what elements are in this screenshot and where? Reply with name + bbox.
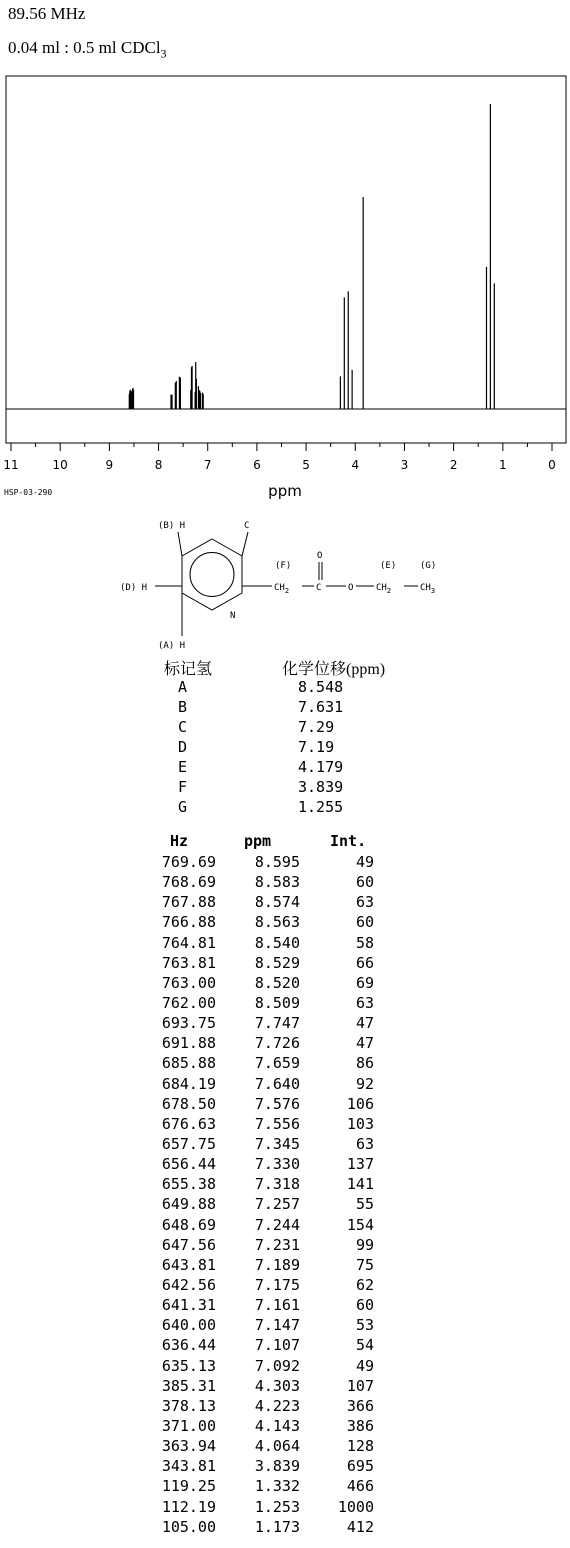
peak-ppm: 4.303 — [254, 1376, 300, 1395]
peak-hz: 371.00 — [161, 1416, 216, 1435]
shift-label: A — [178, 678, 188, 696]
peak-hz: 657.75 — [161, 1134, 216, 1153]
peak-int: 63 — [355, 993, 374, 1012]
peak-ppm: 7.231 — [254, 1235, 300, 1254]
peak-int: 386 — [346, 1416, 374, 1435]
x-axis-label: ppm — [268, 482, 302, 500]
peak-hz: 678.50 — [161, 1094, 216, 1113]
label-g: (G) — [420, 561, 437, 571]
peak-int: 60 — [355, 913, 374, 932]
x-tick-label: 11 — [3, 458, 19, 472]
peak-int: 141 — [346, 1175, 374, 1194]
peak-row — [0, 1075, 570, 1095]
peak-int: 92 — [355, 1074, 374, 1093]
label-f: (F) — [275, 561, 292, 571]
peak-header-ppm: ppm — [244, 832, 272, 850]
peak-list-table — [0, 832, 570, 1538]
peak-row — [0, 1195, 570, 1215]
peak-hz: 385.31 — [161, 1376, 216, 1395]
peak-int: 99 — [355, 1235, 374, 1254]
x-tick-label: 2 — [449, 458, 458, 472]
peak-row — [0, 1175, 570, 1195]
shift-value: 4.179 — [298, 758, 344, 776]
shift-label: C — [178, 718, 188, 736]
peak-ppm: 7.330 — [254, 1155, 300, 1174]
peak-int: 63 — [355, 1134, 374, 1153]
peak-int: 66 — [355, 953, 374, 972]
peak-int: 75 — [355, 1255, 374, 1274]
peak-hz: 119.25 — [161, 1477, 216, 1496]
peak-int: 103 — [346, 1114, 374, 1133]
peak-hz: 768.69 — [161, 873, 216, 892]
peak-row — [0, 1115, 570, 1135]
peak-ppm: 7.345 — [254, 1134, 300, 1153]
peak-hz: 684.19 — [161, 1074, 216, 1093]
peak-hz: 647.56 — [161, 1235, 216, 1254]
peak-int: 128 — [346, 1437, 374, 1456]
peak-row — [0, 1155, 570, 1175]
peak-hz: 363.94 — [161, 1437, 216, 1456]
peak-hz: 641.31 — [161, 1296, 216, 1315]
peak-row — [0, 994, 570, 1014]
peak-ppm: 7.556 — [254, 1114, 300, 1133]
label-ch3: $CH_3$ — [420, 583, 436, 595]
peak-row — [0, 913, 570, 933]
label-o-top: O — [317, 551, 323, 561]
label-ch2-f: $CH_2$ — [274, 583, 290, 595]
peak-ppm: 8.540 — [254, 933, 300, 952]
peak-row — [0, 1417, 570, 1437]
shift-row — [0, 698, 570, 718]
spectrometer-frequency: 89.56 MHz — [8, 4, 86, 23]
peak-hz: 105.00 — [161, 1517, 216, 1536]
aromatic-circle — [190, 553, 234, 597]
x-tick-label: 9 — [105, 458, 114, 472]
peak-row — [0, 893, 570, 913]
peak-hz: 343.81 — [161, 1457, 216, 1476]
shift-value: 7.631 — [298, 698, 344, 716]
x-tick-label: 10 — [52, 458, 68, 472]
peak-ppm: 7.747 — [254, 1014, 300, 1033]
label-b: (B) H — [158, 521, 186, 531]
peak-ppm: 7.161 — [254, 1296, 300, 1315]
peak-row — [0, 1054, 570, 1074]
peak-int: 58 — [355, 933, 374, 952]
x-tick-label: 5 — [302, 458, 310, 472]
peak-int: 60 — [355, 873, 374, 892]
peak-int: 106 — [346, 1094, 374, 1113]
peak-hz: 676.63 — [161, 1114, 216, 1133]
x-tick-label: 7 — [203, 458, 212, 472]
label-ch2-e: $CH_2$ — [376, 583, 392, 595]
peak-ppm: 7.576 — [254, 1094, 300, 1113]
peak-int: 53 — [355, 1316, 374, 1335]
peak-ppm: 8.520 — [254, 973, 300, 992]
peak-row — [0, 974, 570, 994]
peak-row — [0, 1276, 570, 1296]
peak-ppm: 7.659 — [254, 1054, 300, 1073]
peak-row — [0, 1135, 570, 1155]
peak-int: 107 — [346, 1376, 374, 1395]
bond-c — [242, 532, 248, 556]
peak-ppm: 4.064 — [254, 1437, 300, 1456]
peak-ppm: 8.529 — [254, 953, 300, 972]
peak-row — [0, 1377, 570, 1397]
sample-subscript: 3 — [160, 46, 167, 61]
shift-label: D — [178, 738, 188, 756]
label-ester-o: O — [348, 583, 354, 593]
plot-frame — [6, 76, 566, 443]
shift-value: 1.255 — [298, 798, 344, 816]
peak-table-header — [0, 832, 570, 853]
shift-value: 3.839 — [298, 778, 344, 796]
peak-hz: 764.81 — [161, 933, 216, 952]
x-tick-label: 4 — [351, 458, 360, 472]
shift-row — [0, 778, 570, 798]
peak-hz: 649.88 — [161, 1195, 216, 1214]
peak-ppm: 7.189 — [254, 1255, 300, 1274]
peak-int: 55 — [355, 1195, 374, 1214]
peak-int: 69 — [355, 973, 374, 992]
label-c: C — [244, 521, 250, 531]
peak-hz: 767.88 — [161, 893, 216, 912]
shift-label: B — [178, 698, 188, 716]
peak-row — [0, 1256, 570, 1276]
peak-hz: 648.69 — [161, 1215, 216, 1234]
peak-row — [0, 1437, 570, 1457]
shift-label: F — [178, 778, 188, 796]
molecule-structure — [0, 510, 570, 655]
peak-ppm: 1.332 — [254, 1477, 300, 1496]
peak-hz: 635.13 — [161, 1356, 216, 1375]
peak-int: 49 — [355, 853, 374, 871]
peak-row — [0, 1397, 570, 1417]
peak-hz: 691.88 — [161, 1034, 216, 1053]
shift-header-value: 化学位移(ppm) — [282, 661, 386, 678]
peak-header-int: Int. — [330, 832, 367, 850]
peak-ppm: 8.595 — [254, 853, 300, 871]
peak-row — [0, 853, 570, 873]
shift-row — [0, 758, 570, 778]
bond-b — [178, 532, 182, 556]
peak-hz: 766.88 — [161, 913, 216, 932]
peak-hz: 640.00 — [161, 1316, 216, 1335]
pyridine-ring — [182, 539, 242, 610]
x-tick-label: 1 — [498, 458, 507, 472]
peak-ppm: 7.640 — [254, 1074, 300, 1093]
peak-row — [0, 1316, 570, 1336]
chemical-shift-table — [0, 656, 570, 818]
label-carbonyl-c: C — [316, 583, 322, 593]
peak-hz: 636.44 — [161, 1336, 216, 1355]
peak-hz: 656.44 — [161, 1155, 216, 1174]
shift-row — [0, 738, 570, 758]
peak-row — [0, 1477, 570, 1497]
peak-row — [0, 1518, 570, 1538]
peak-row — [0, 1296, 570, 1316]
peak-ppm: 4.223 — [254, 1396, 300, 1415]
peak-row — [0, 1095, 570, 1115]
peak-ppm: 7.318 — [254, 1175, 300, 1194]
x-tick-label: 3 — [400, 458, 409, 472]
peak-ppm: 8.583 — [254, 873, 300, 892]
peak-hz: 112.19 — [161, 1497, 216, 1516]
peak-ppm: 3.839 — [254, 1457, 300, 1476]
shift-header-label: 标记氢 — [164, 661, 213, 678]
peak-hz: 762.00 — [161, 993, 216, 1012]
shift-label: E — [178, 758, 188, 776]
peak-ppm: 1.253 — [254, 1497, 300, 1516]
peak-hz: 642.56 — [161, 1275, 216, 1294]
x-tick-label: 8 — [154, 458, 163, 472]
peak-hz: 643.81 — [161, 1255, 216, 1274]
shift-row — [0, 798, 570, 818]
peak-int: 366 — [346, 1396, 374, 1415]
peak-ppm: 7.244 — [254, 1215, 300, 1234]
label-a: (A) H — [158, 641, 186, 651]
peak-row — [0, 1457, 570, 1477]
peak-ppm: 1.173 — [254, 1517, 300, 1536]
peak-int: 60 — [355, 1296, 374, 1315]
peak-ppm: 8.574 — [254, 893, 300, 912]
peak-hz: 763.00 — [161, 973, 216, 992]
shift-row — [0, 678, 570, 698]
peak-ppm: 7.092 — [254, 1356, 300, 1375]
peak-ppm: 7.257 — [254, 1195, 300, 1214]
peak-ppm: 4.143 — [254, 1416, 300, 1435]
peak-int: 1000 — [337, 1497, 374, 1516]
peak-int: 47 — [355, 1034, 374, 1053]
peak-int: 63 — [355, 893, 374, 912]
shift-row — [0, 718, 570, 738]
peak-hz: 693.75 — [161, 1014, 216, 1033]
shift-label: G — [178, 798, 188, 816]
label-e: (E) — [380, 561, 397, 571]
label-n: N — [230, 611, 236, 621]
peak-int: 466 — [346, 1477, 374, 1496]
peak-int: 54 — [355, 1336, 374, 1355]
nmr-spectrum-chart — [0, 0, 570, 510]
peak-row — [0, 1236, 570, 1256]
peak-ppm: 7.107 — [254, 1336, 300, 1355]
peak-hz: 378.13 — [161, 1396, 216, 1415]
peak-int: 154 — [346, 1215, 374, 1234]
peak-int: 412 — [346, 1517, 374, 1536]
shift-rows — [0, 678, 570, 818]
peak-row — [0, 1336, 570, 1356]
x-tick-label: 0 — [548, 458, 556, 472]
peak-header-hz: Hz — [170, 832, 189, 850]
shift-value: 7.19 — [298, 738, 335, 756]
peak-int: 49 — [355, 1356, 374, 1375]
peak-hz: 685.88 — [161, 1054, 216, 1073]
peak-row — [0, 873, 570, 893]
spectrum-code: HSP-03-290 — [4, 488, 53, 497]
shift-table-header — [0, 656, 570, 678]
peak-int: 695 — [346, 1457, 374, 1476]
peak-int: 137 — [346, 1155, 374, 1174]
sample-text: 0.04 ml : 0.5 ml CDCl — [8, 38, 161, 57]
peak-int: 47 — [355, 1014, 374, 1033]
label-d: (D) H — [120, 583, 148, 593]
peak-ppm: 7.726 — [254, 1034, 300, 1053]
peak-hz: 763.81 — [161, 953, 216, 972]
peak-row — [0, 954, 570, 974]
peak-row — [0, 934, 570, 954]
peak-hz: 655.38 — [161, 1175, 216, 1194]
peak-series — [129, 104, 494, 409]
peak-int: 86 — [355, 1054, 374, 1073]
peak-hz: 769.69 — [161, 853, 216, 871]
peak-int: 62 — [355, 1275, 374, 1294]
peak-row — [0, 1014, 570, 1034]
peak-ppm: 8.563 — [254, 913, 300, 932]
x-tick-label: 6 — [253, 458, 261, 472]
peak-row — [0, 1357, 570, 1377]
peak-ppm: 7.147 — [254, 1316, 300, 1335]
peak-ppm: 8.509 — [254, 993, 300, 1012]
peak-row — [0, 1216, 570, 1236]
peak-rows — [0, 853, 570, 1538]
x-axis-ticks — [3, 443, 555, 472]
peak-row — [0, 1498, 570, 1518]
peak-row — [0, 1034, 570, 1054]
shift-value: 8.548 — [298, 678, 344, 696]
shift-value: 7.29 — [298, 718, 335, 736]
peak-ppm: 7.175 — [254, 1275, 300, 1294]
